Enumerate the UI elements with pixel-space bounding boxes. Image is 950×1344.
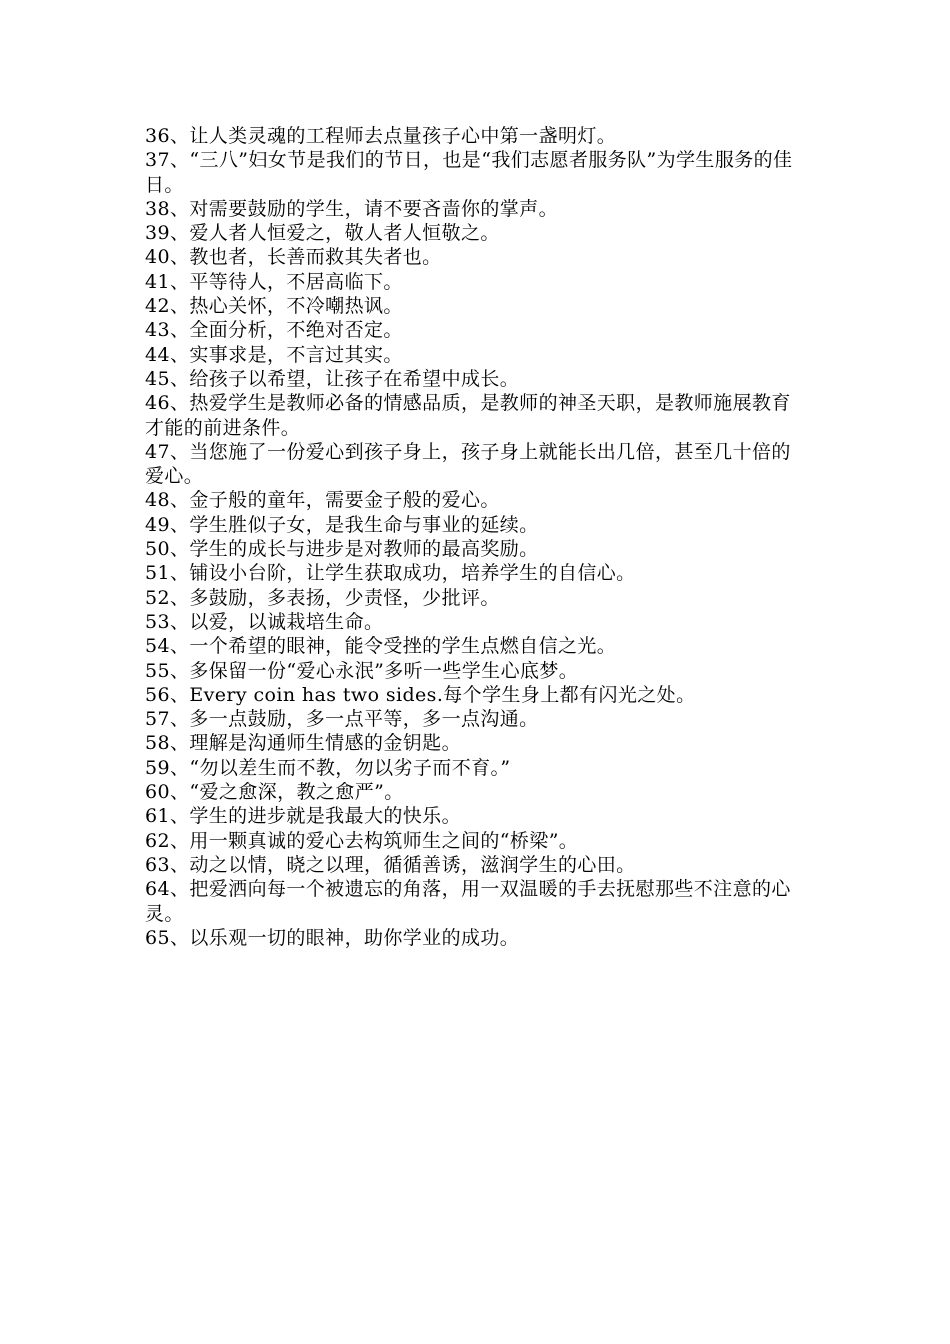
list-item: 49、学生胜似子女，是我生命与事业的延续。 (145, 513, 539, 536)
list-item: 57、多一点鼓励，多一点平等，多一点沟通。 (145, 708, 539, 731)
list-item: 65、以乐观一切的眼神，助你学业的成功。 (145, 926, 520, 949)
list-item: 56、Every coin has two sides.每个学生身上都有闪光之处。 (145, 683, 696, 706)
list-item: 41、平等待人，不居高临下。 (145, 270, 403, 293)
list-item: 55、多保留一份“爱心永泯”多听一些学生心底梦。 (145, 659, 579, 682)
list-item: 63、动之以情，晓之以理，循循善诱，滋润学生的心田。 (145, 853, 636, 876)
list-item: 37、“三八”妇女节是我们的节日，也是“我们志愿者服务队”为学生服务的佳日。 (145, 149, 793, 196)
list-item: 47、当您施了一份爱心到孩子身上，孩子身上就能长出几倍，甚至几十倍的爱心。 (145, 440, 791, 488)
list-item: 36、让人类灵魂的工程师去点量孩子心中第一盏明灯。 (145, 125, 617, 147)
list-item: 46、热爱学生是教师必备的情感品质，是教师的神圣天职，是教师施展教育才能的前进条件。 (145, 392, 791, 439)
list-item: 40、教也者，长善而救其失者也。 (145, 246, 442, 269)
list-item: 53、以爱，以诚栽培生命。 (145, 610, 384, 633)
list-item: 59、“勿以差生而不教，勿以劣子而不育。” (145, 756, 511, 779)
list-item: 61、学生的进步就是我最大的快乐。 (145, 805, 461, 828)
list-item: 58、理解是沟通师生情感的金钥匙。 (145, 732, 461, 755)
list-item: 43、全面分析，不绝对否定。 (145, 319, 403, 342)
list-item: 52、多鼓励，多表扬，少责怪，少批评。 (145, 586, 500, 609)
list-item: 50、学生的成长与进步是对教师的最高奖励。 (145, 538, 539, 561)
list-item: 44、实事求是，不言过其实。 (145, 343, 403, 366)
list-item: 64、把爱洒向每一个被遗忘的角落，用一双温暖的手去抚慰那些不注意的心灵。 (145, 878, 791, 925)
list-item: 48、金子般的童年，需要金子般的爱心。 (145, 489, 500, 512)
list-item: 60、“爱之愈深，教之愈严”。 (145, 781, 404, 804)
list-item: 54、一个希望的眼神，能令受挫的学生点燃自信之光。 (145, 635, 617, 658)
list-item: 45、给孩子以希望，让孩子在希望中成长。 (145, 367, 520, 390)
quote-list (145, 124, 810, 950)
list-item: 39、爱人者人恒爱之，敬人者人恒敬之。 (145, 222, 500, 245)
list-item: 51、铺设小台阶，让学生获取成功，培养学生的自信心。 (145, 562, 636, 585)
list-item: 62、用一颗真诚的爱心去构筑师生之间的“桥梁”。 (145, 829, 579, 852)
list-item: 38、对需要鼓励的学生，请不要吝啬你的掌声。 (145, 197, 558, 220)
list-item: 42、热心关怀，不冷嘲热讽。 (145, 295, 403, 318)
